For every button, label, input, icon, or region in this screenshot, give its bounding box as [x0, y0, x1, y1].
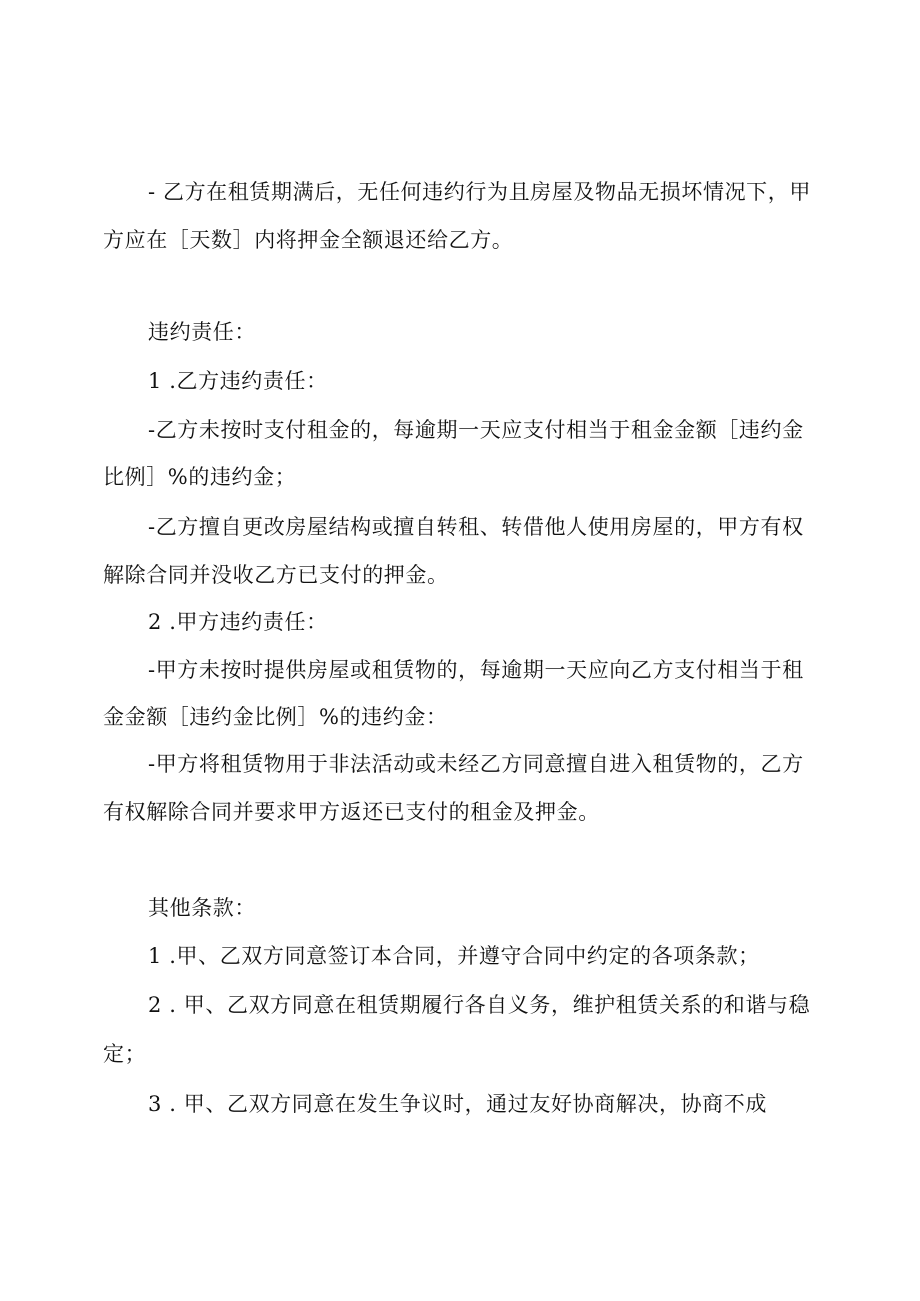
party-b-late-rent-line-2: 比例］%的违约金；	[103, 465, 297, 489]
section-heading-breach-liability: 违约责任：	[148, 320, 256, 344]
clause-heading-party-b-breach: 1 .乙方违约责任：	[148, 369, 328, 393]
party-b-structure-sublet-line-2: 解除合同并没收乙方已支付的押金。	[103, 563, 449, 587]
party-a-late-delivery-line-2: 金金额［违约金比例］%的违约金：	[103, 705, 448, 729]
other-term-2-line-1: 2 . 甲、乙双方同意在租赁期履行各自义务，维护租赁关系的和谐与稳	[148, 993, 811, 1017]
other-term-2-line-2: 定；	[103, 1042, 147, 1066]
party-a-illegal-use-line-2: 有权解除合同并要求甲方返还已支付的租金及押金。	[103, 800, 600, 824]
deposit-refund-line-1: - 乙方在租赁期满后，无任何违约行为且房屋及物品无损坏情况下，甲	[148, 180, 811, 204]
party-a-illegal-use-line-1: -甲方将租赁物用于非法活动或未经乙方同意擅自进入租赁物的，乙方	[148, 752, 804, 776]
other-term-3-line-1: 3 . 甲、乙双方同意在发生争议时，通过友好协商解决，协商不成	[148, 1092, 767, 1116]
other-term-1: 1 .甲、乙双方同意签订本合同，并遵守合同中约定的各项条款；	[148, 944, 760, 968]
clause-heading-party-a-breach: 2 .甲方违约责任：	[148, 610, 328, 634]
deposit-refund-line-2: 方应在［天数］内将押金全额退还给乙方。	[103, 228, 514, 252]
section-heading-other-terms: 其他条款：	[148, 896, 256, 920]
party-b-late-rent-line-1: -乙方未按时支付租金的，每逾期一天应支付相当于租金金额［违约金	[148, 418, 804, 442]
party-a-late-delivery-line-1: -甲方未按时提供房屋或租赁物的，每逾期一天应向乙方支付相当于租	[148, 658, 804, 682]
party-b-structure-sublet-line-1: -乙方擅自更改房屋结构或擅自转租、转借他人使用房屋的，甲方有权	[148, 515, 804, 539]
